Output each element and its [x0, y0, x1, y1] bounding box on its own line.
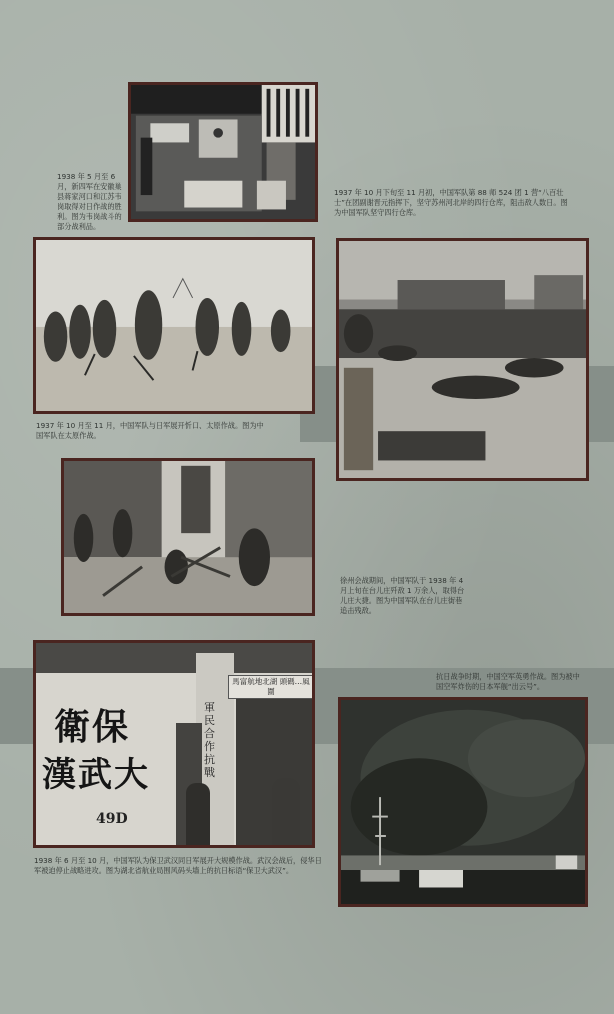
caption-photo5: 徐州会战期间，中国军队于 1938 年 4 月上旬在台儿庄歼敌 1 万余人，取得台儿庄大捷。图为中国军队在台儿庄街巷追击残敌。 [340, 576, 465, 615]
photo-taierzhuang [61, 458, 315, 616]
caption-photo6: 1938 年 6 月至 10 月，中国军队为保卫武汉同日军展开大规模作战。武汉会战后，侵华日军被迫停止战略进攻。图为湖北省航业局围风码头墙上的抗日标语“保卫大武汉”。 [34, 856, 322, 875]
caption-photo7: 抗日战争时期，中国空军英勇作战。图为被中国空军炸伤的日本军舰“出云号”。 [436, 672, 580, 691]
sign-text: 馬富航地北湖 頭碼…風圍 [232, 677, 310, 696]
soldier-figure [272, 778, 300, 848]
soldier-figure [186, 783, 210, 848]
photo-izumo-warship-image [341, 700, 585, 904]
caption-photo2: 1937 年 10 月下旬至 11 月初，中国军队第 88 师 524 团 1 营“八百壮士”在团副谢晋元指挥下，坚守苏州河北岸的四行仓库，阻击敌人数日。图为中国军队坚守四行仓库。 [334, 188, 568, 217]
photo-taiyuan-battle-image [36, 240, 312, 411]
photo-taierzhuang-image [64, 461, 312, 613]
sign-board [228, 675, 314, 699]
caption-photo1: 1938 年 5 月至 6 月，新四军在安徽巢县蒋家河口和江苏韦岗取得对日作战的胜利。图为韦岗战斗的部分战利品。 [57, 172, 122, 231]
photo-sihang-warehouse [336, 238, 589, 481]
photo-sihang-warehouse-image [339, 241, 586, 478]
vertical-slogan: 軍民合作抗戰 [204, 701, 215, 779]
photo-taiyuan-battle [33, 237, 315, 414]
caption-photo3: 1937 年 10 月至 11 月，中国军队与日军展开忻口、太原作战。图为中国军队在太原作战。 [36, 421, 264, 440]
photo-wuhan-slogan [33, 640, 315, 848]
photo-war-trophies [128, 82, 318, 222]
photo-izumo-warship [338, 697, 588, 907]
wall-slogan-line1: 衛保 [54, 706, 131, 748]
roof [36, 643, 315, 673]
wall-number: 49D [96, 811, 128, 827]
photo-war-trophies-image [131, 85, 315, 219]
wall-slogan-line2: 漢武大 [42, 755, 150, 795]
